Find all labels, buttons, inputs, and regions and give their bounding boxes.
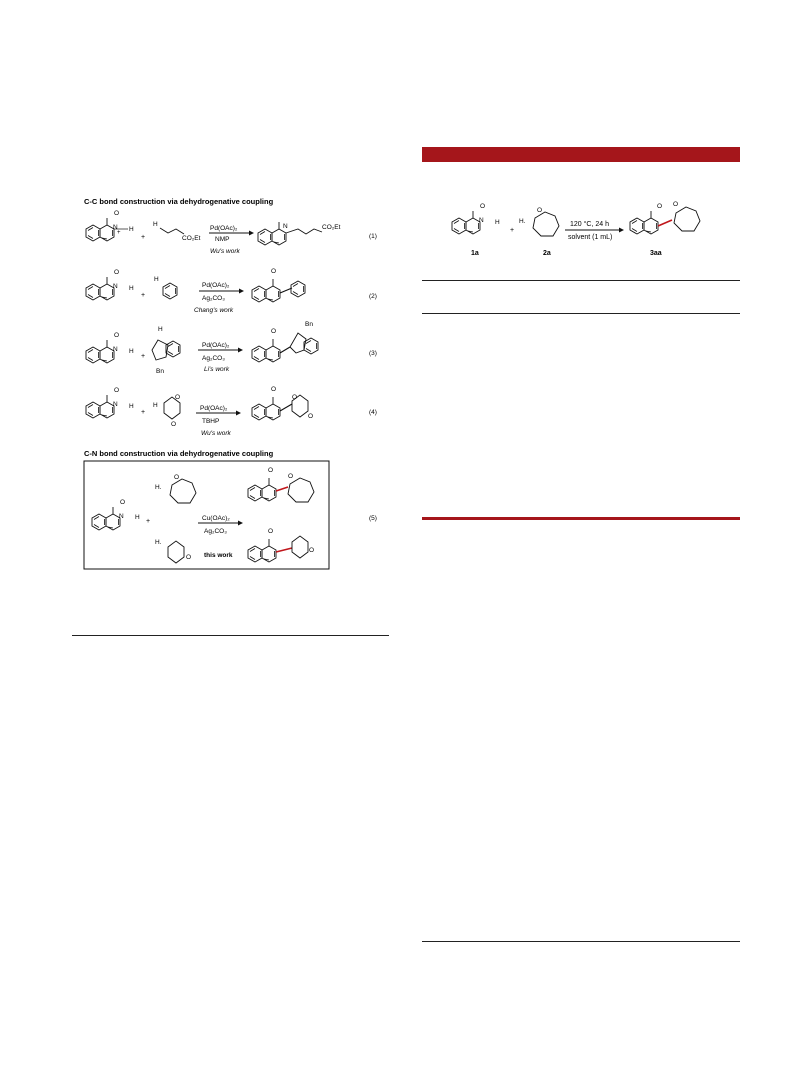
atom-o: O bbox=[120, 499, 126, 506]
credit-5: this work bbox=[204, 552, 233, 559]
atom-o: O bbox=[271, 328, 277, 335]
reaction-2 bbox=[86, 268, 377, 314]
eq-num-3: (3) bbox=[369, 350, 377, 357]
atom-o: O bbox=[114, 210, 120, 217]
co2et-label: CO₂Et bbox=[182, 235, 201, 242]
atom-h: H bbox=[495, 219, 500, 226]
eq-num-1: (1) bbox=[369, 233, 377, 240]
cond-bottom-table: solvent (1 mL) bbox=[568, 234, 613, 241]
atom-h: H bbox=[153, 221, 158, 228]
table-bottom-bar bbox=[422, 517, 740, 520]
atom-n: N bbox=[479, 217, 484, 224]
bn-label: Bn bbox=[156, 368, 164, 375]
cond-bottom-1: NMP bbox=[215, 236, 230, 243]
cond-top-4: Pd(OAc)₂ bbox=[200, 405, 228, 412]
atom-h: H bbox=[129, 285, 134, 292]
atom-h: H. bbox=[155, 484, 162, 491]
table-rule-top bbox=[422, 280, 740, 281]
cn-heading: C-N bond construction via dehydrogenative coupling bbox=[84, 449, 274, 458]
cond-bottom-2: Ag₂CO₃ bbox=[202, 295, 225, 302]
plus-sign: + bbox=[146, 518, 151, 525]
atom-o: O bbox=[480, 203, 486, 210]
atom-o: O bbox=[271, 268, 277, 275]
co2et-label: CO₂Et bbox=[322, 224, 341, 231]
atom-n: N bbox=[113, 224, 118, 231]
atom-o: O bbox=[292, 394, 298, 401]
atom-h: H bbox=[158, 326, 163, 333]
atom-h: H. bbox=[155, 539, 162, 546]
cond-top-table: 120 °C, 24 h bbox=[570, 221, 609, 228]
eq-num-2: (2) bbox=[369, 293, 377, 300]
cond-top-3: Pd(OAc)₂ bbox=[202, 342, 230, 349]
atom-o: O bbox=[673, 201, 679, 208]
cond-bottom-3: Ag₂CO₃ bbox=[202, 355, 225, 362]
atom-n: N bbox=[113, 401, 118, 408]
table-scheme bbox=[452, 201, 700, 257]
table-header-bar bbox=[422, 147, 740, 162]
reaction-5 bbox=[92, 467, 314, 563]
plus-sign: + bbox=[141, 234, 146, 241]
atom-o: O bbox=[271, 386, 277, 393]
atom-o: O bbox=[114, 269, 120, 276]
cond-top-5: Cu(OAc)₂ bbox=[202, 515, 230, 522]
table-rule-mid bbox=[422, 313, 740, 314]
left-column-rule bbox=[72, 635, 389, 636]
atom-o: O bbox=[268, 467, 274, 474]
atom-n: N bbox=[119, 513, 124, 520]
cc-heading: C-C bond construction via dehydrogenative coupling bbox=[84, 197, 274, 206]
reaction-1 bbox=[86, 210, 377, 255]
eq-num-4: (4) bbox=[369, 409, 377, 416]
plus-sign: + bbox=[141, 353, 146, 360]
atom-h: H bbox=[135, 514, 140, 521]
eq-num-5: (5) bbox=[369, 515, 377, 522]
atom-h: H bbox=[129, 348, 134, 355]
credit-4: Wu's work bbox=[201, 430, 231, 437]
atom-o: O bbox=[171, 421, 177, 428]
credit-2: Chang's work bbox=[194, 307, 234, 314]
label-3aa: 3aa bbox=[650, 250, 662, 257]
reaction-3 bbox=[86, 321, 377, 375]
atom-charge: + bbox=[117, 230, 121, 236]
atom-h: H bbox=[153, 402, 158, 409]
bn-label: Bn bbox=[305, 321, 313, 328]
atom-o: O bbox=[657, 203, 663, 210]
atom-o: O bbox=[186, 554, 192, 561]
reaction-4 bbox=[86, 386, 377, 437]
atom-h: H bbox=[154, 276, 159, 283]
atom-h: H. bbox=[519, 218, 526, 225]
cond-bottom-5: Ag₂CO₃ bbox=[204, 528, 227, 535]
atom-o: O bbox=[114, 387, 120, 394]
plus-sign: + bbox=[510, 227, 515, 234]
label-1a: 1a bbox=[471, 250, 479, 257]
atom-n: N bbox=[113, 346, 118, 353]
credit-1: Wu's work bbox=[210, 248, 240, 255]
label-2a: 2a bbox=[543, 250, 551, 257]
atom-o: O bbox=[174, 474, 180, 481]
plus-sign: + bbox=[141, 292, 146, 299]
right-column-rule bbox=[422, 941, 740, 942]
atom-o: O bbox=[537, 207, 543, 214]
atom-o: O bbox=[288, 473, 294, 480]
atom-o: O bbox=[308, 413, 314, 420]
cond-top-2: Pd(OAc)₂ bbox=[202, 282, 230, 289]
atom-h: H bbox=[129, 226, 134, 233]
plus-sign: + bbox=[141, 409, 146, 416]
atom-o: O bbox=[309, 547, 315, 554]
atom-o: O bbox=[114, 332, 120, 339]
cond-top-1: Pd(OAc)₂ bbox=[210, 225, 238, 232]
cond-bottom-4: TBHP bbox=[202, 418, 220, 425]
atom-o: O bbox=[268, 528, 274, 535]
atom-h: H bbox=[129, 403, 134, 410]
atom-n: N bbox=[113, 283, 118, 290]
credit-3: Li's work bbox=[204, 366, 230, 373]
atom-o: O bbox=[175, 394, 181, 401]
atom-n: N bbox=[283, 223, 288, 230]
